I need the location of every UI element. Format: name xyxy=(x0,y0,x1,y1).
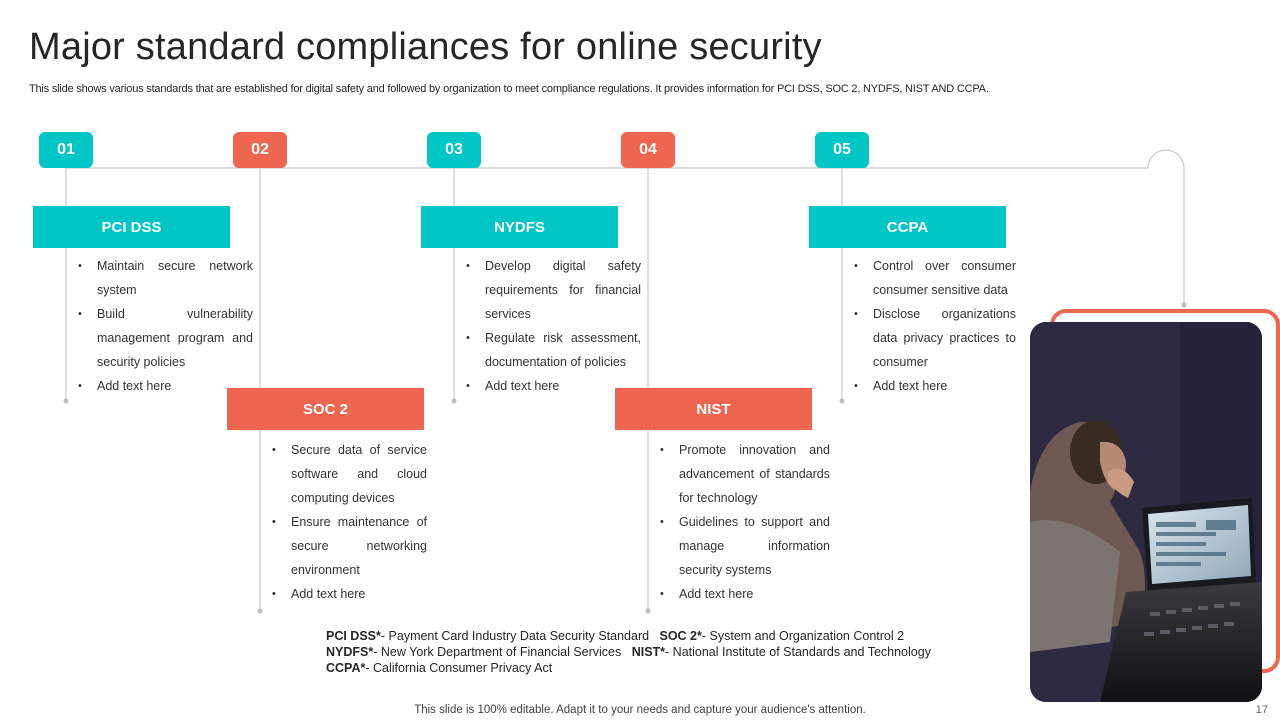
page-title: Major standard compliances for online security xyxy=(29,26,822,68)
list-item: • Control over consumer consumer sensitive data xyxy=(853,254,1016,302)
list-item: • Add text here xyxy=(271,582,427,606)
page-subtitle: This slide shows various standards that are established for digital safety and followed by organization to meet compliance regulations. It provides information for PCI DSS, SOC 2, NYDFS, NIST AND CCPA. xyxy=(29,83,989,95)
bullets-nist xyxy=(659,438,830,606)
photo-illustration xyxy=(1030,322,1262,702)
legend-line-1 xyxy=(326,628,931,644)
bullets-ccpa xyxy=(853,254,1016,398)
list-item: • Regulate risk assessment, documentation of policies xyxy=(465,326,641,374)
page-number: 17 xyxy=(1255,704,1268,716)
heading-nydfs: NYDFS xyxy=(421,206,618,248)
legend-def: - National Institute of Standards and Technology xyxy=(665,645,931,659)
list-item: • Maintain secure network system xyxy=(77,254,253,302)
legend-abbr: CCPA* xyxy=(326,661,366,675)
list-item: • Add text here xyxy=(77,374,253,398)
legend-def: - Payment Card Industry Data Security Standard xyxy=(380,629,650,643)
list-item: • Develop digital safety requirements for financial services xyxy=(465,254,641,326)
legend-abbr: NIST* xyxy=(631,645,666,659)
legend-def: - System and Organization Control 2 xyxy=(701,629,905,643)
legend-abbr: NYDFS* xyxy=(326,645,374,659)
list-item: • Add text here xyxy=(465,374,641,398)
step-badge-02: 02 xyxy=(233,132,287,168)
list-item: • Add text here xyxy=(853,374,1016,398)
heading-nist: NIST xyxy=(615,388,812,430)
list-item: • Secure data of service software and cloud computing devices xyxy=(271,438,427,510)
legend-abbr: SOC 2* xyxy=(659,629,702,643)
legend-abbr: PCI DSS* xyxy=(326,629,381,643)
list-item: • Ensure maintenance of secure networking environment xyxy=(271,510,427,582)
heading-pci-dss: PCI DSS xyxy=(33,206,230,248)
footer-note: This slide is 100% editable. Adapt it to your needs and capture your audience's attention. xyxy=(414,704,866,716)
step-badge-03: 03 xyxy=(427,132,481,168)
step-badge-05: 05 xyxy=(815,132,869,168)
step-badge-04: 04 xyxy=(621,132,675,168)
legend-def: - New York Department of Financial Services xyxy=(373,645,622,659)
list-item: • Guidelines to support and manage information security systems xyxy=(659,510,830,582)
list-item: • Disclose organizations data privacy practices to consumer xyxy=(853,302,1016,374)
list-item: • Build vulnerability management program and security policies xyxy=(77,302,253,374)
legend-line-2 xyxy=(326,644,931,660)
abbreviation-legend xyxy=(326,628,931,676)
legend-line-3 xyxy=(326,660,931,676)
step-badge-01: 01 xyxy=(39,132,93,168)
list-item: • Promote innovation and advancement of standards for technology xyxy=(659,438,830,510)
person-at-computer-image xyxy=(1030,322,1262,702)
list-item: • Add text here xyxy=(659,582,830,606)
heading-ccpa: CCPA xyxy=(809,206,1006,248)
bullets-nydfs xyxy=(465,254,641,398)
bullets-pci-dss xyxy=(77,254,253,398)
heading-soc-2: SOC 2 xyxy=(227,388,424,430)
legend-def: - California Consumer Privacy Act xyxy=(365,661,553,675)
bullets-soc-2 xyxy=(271,438,427,606)
